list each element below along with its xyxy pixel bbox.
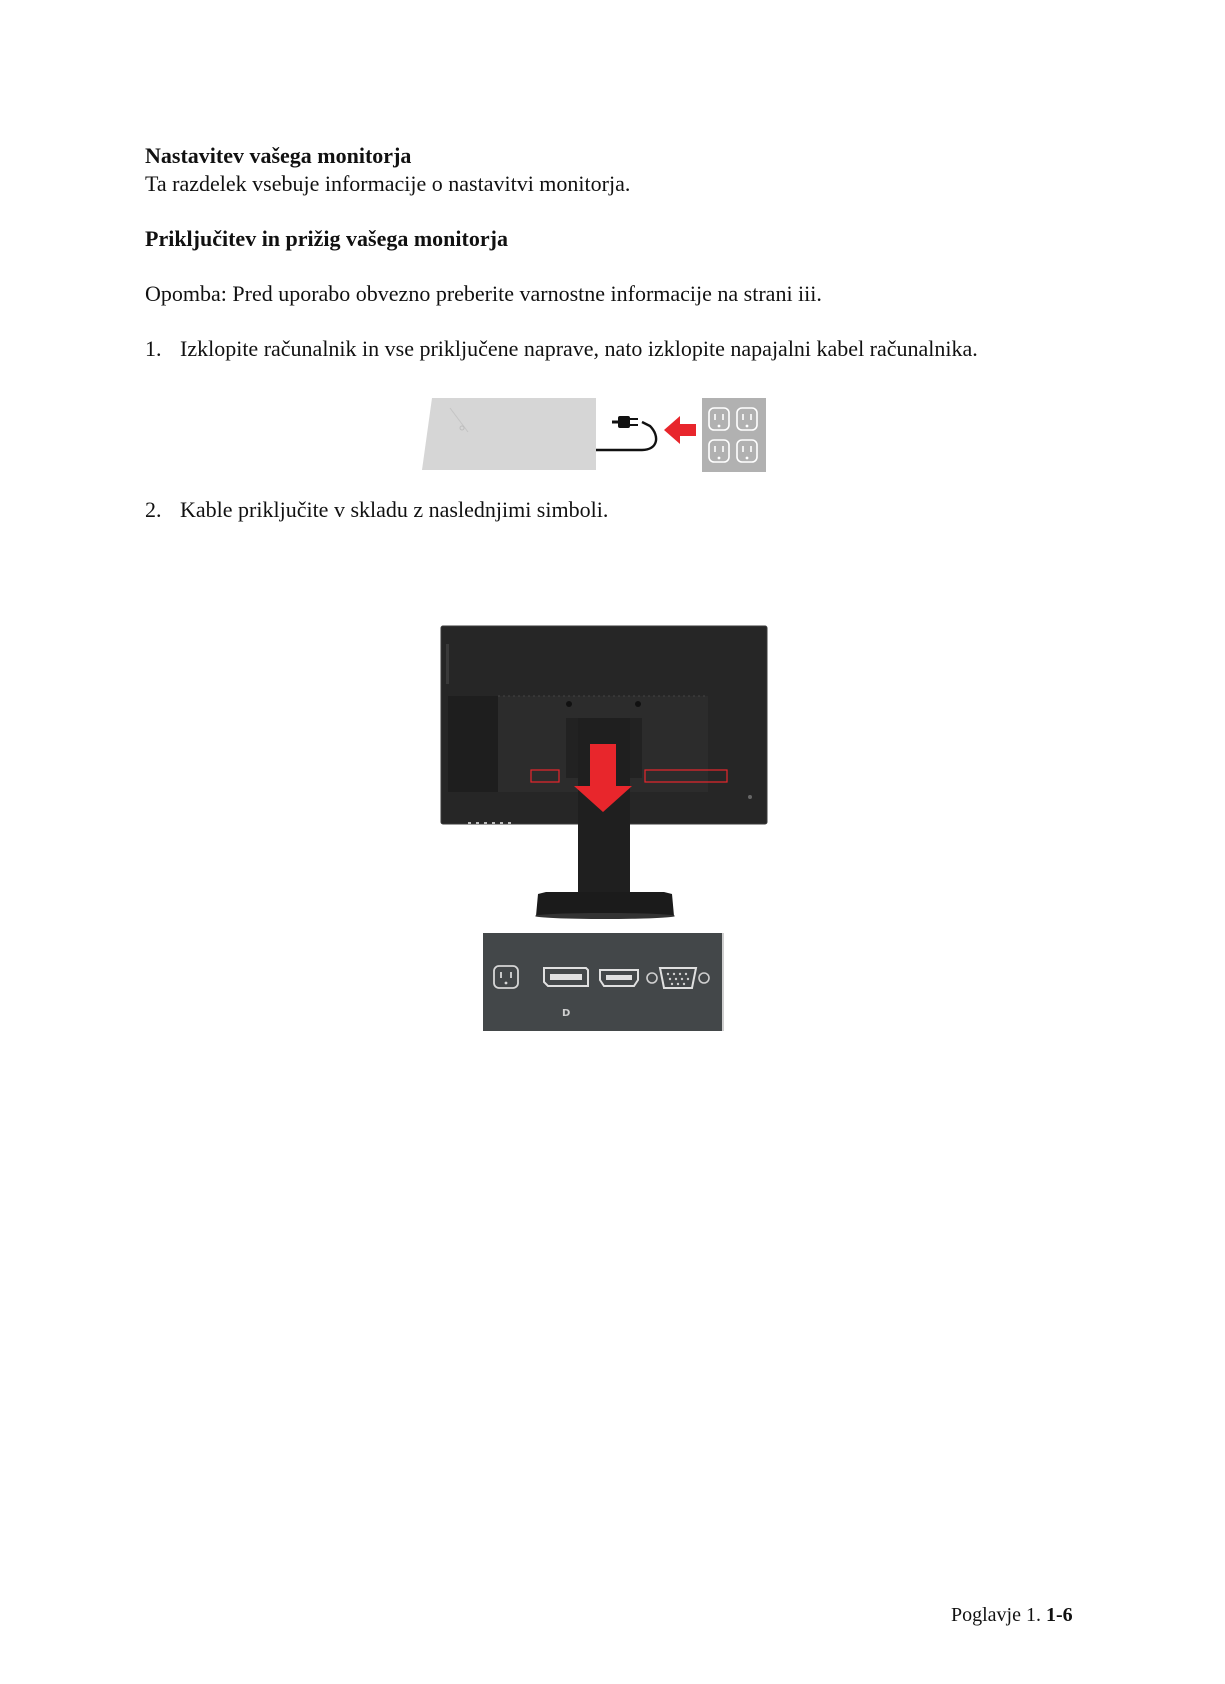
section-intro: Ta razdelek vsebuje informacije o nastavitvi monitorja. — [145, 171, 631, 196]
note-text: Opomba: Pred uporabo obvezno preberite varnostne informacije na strani iii. — [145, 281, 822, 306]
subsection-title: Priključitev in prižig vašega monitorja — [145, 226, 508, 251]
unplug-figure — [420, 396, 770, 474]
arrow-left-icon — [664, 416, 696, 444]
footer-page-number: 1-6 — [1046, 1604, 1073, 1626]
monitor-back-figure — [438, 624, 771, 924]
page-footer — [951, 1604, 1073, 1627]
wall-outlet-icon — [702, 398, 766, 472]
computer-silhouette — [422, 398, 596, 470]
step-text: Kable priključite v skladu z naslednjimi simboli. — [180, 497, 609, 522]
ports-panel — [482, 932, 726, 1032]
step-number: 1. — [145, 336, 162, 361]
step-text: Izklopite računalnik in vse priključene naprave, nato izklopite napajalni kabel računalnika. — [180, 336, 978, 361]
footer-chapter: Poglavje 1. — [951, 1604, 1041, 1626]
displayport-label: D — [562, 1008, 571, 1019]
section-title: Nastavitev vašega monitorja — [145, 143, 412, 168]
power-plug-icon — [596, 416, 656, 450]
step-number: 2. — [145, 497, 162, 522]
